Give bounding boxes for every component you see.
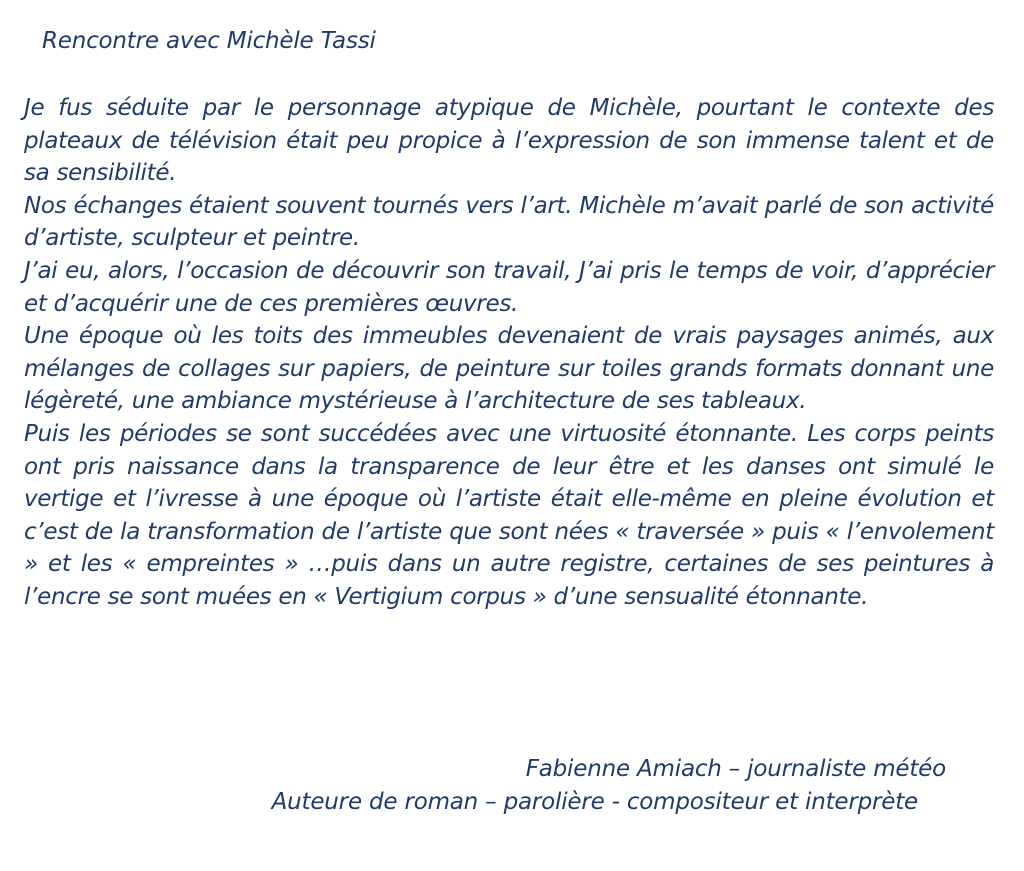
paragraph-4: Une époque où les toits des immeubles devenaient de vrais paysages animés, aux mélanges de collages sur papiers, de peinture sur toiles grands formats donnant une légèreté, une ambiance mystérieuse à l’architecture de ses tableaux. <box>24 323 994 415</box>
paragraph-1: Je fus séduite par le personnage atypique de Michèle, pourtant le contexte des plateaux de télévision était peu propice à l’expression de son immense talent et de sa sensibilité. <box>24 95 994 187</box>
document-title: Rencontre avec Michèle Tassi <box>42 28 376 54</box>
paragraph-2: Nos échanges étaient souvent tournés vers l’art. Michèle m’avait parlé de son activité d’artiste, sculpteur et peintre. <box>24 192 994 252</box>
paragraph-3: J’ai eu, alors, l’occasion de découvrir son travail, J’ai pris le temps de voir, d’apprécier et d’acquérir une de ces premières œuvres. <box>24 257 994 317</box>
document-body <box>24 92 994 614</box>
paragraph-5: Puis les périodes se sont succédées avec une virtuosité étonnante. Les corps peints ont pris naissance dans la transparence de leur être et les danses ont simulé le vertige et l’ivresse à une époque où l’artiste était elle-même en pleine évolution et c’est de la transformation de l’artiste que sont nées « traversée » puis « l’envolement » et les « empreintes » …puis dans un autre registre, certaines de ses peintures à l’encre se sont muées en « Vertigium corpus » d’une sensualité étonnante. <box>24 420 994 610</box>
signature-name: Fabienne Amiach – journaliste météo <box>525 756 946 782</box>
signature-roles: Auteure de roman – parolière - compositeur et interprète <box>271 789 918 815</box>
